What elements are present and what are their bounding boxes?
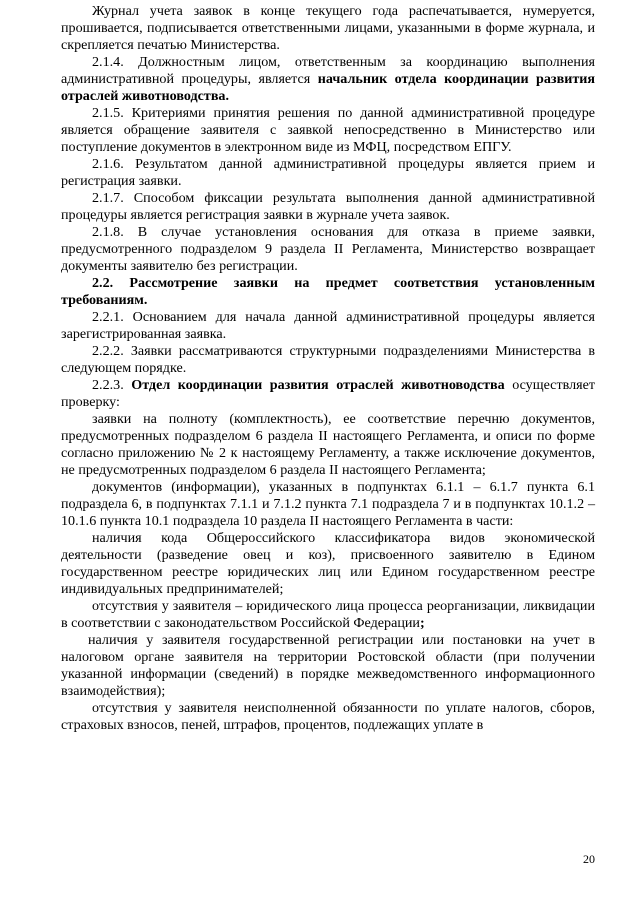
- text-2-2-3-rest: осуществляет проверку:: [61, 377, 595, 410]
- paragraph-check-registration: наличия у заявителя государственной регистрации или постановки на учет в налоговом органе заявителя на территории Ростовской области (при получении указанной информации (сведений) в порядке межведомственного информационного взаимодействия);: [61, 632, 595, 699]
- text-reorganization: отсутствия у заявителя – юридического лица процесса реорганизации, ликвидации в соответствии с законодательством Российской Федерации: [61, 598, 595, 631]
- section-heading-2-2: [61, 275, 595, 309]
- paragraph-2-1-6: 2.1.6. Результатом данной административной процедуры является прием и регистрация заявки.: [61, 156, 595, 189]
- paragraph-journal: Журнал учета заявок в конце текущего года распечатывается, нумеруется, прошивается, подписывается ответственными лицами, указанными в форме журнала, и скрепляется печатью Министерства.: [61, 3, 595, 53]
- department-bold: Отдел координации развития отраслей животноводства: [131, 377, 505, 393]
- page-number: 20: [583, 852, 595, 866]
- paragraph-2-2-3: [61, 377, 595, 411]
- responsible-person-bold: начальник отдела координации развития отраслей животноводства.: [61, 71, 595, 104]
- text-2-2-3-num: 2.2.3.: [92, 377, 132, 393]
- document-body: [61, 3, 595, 734]
- paragraph-2-2-1: 2.2.1. Основанием для начала данной административной процедуры является зарегистрированная заявка.: [61, 309, 595, 342]
- paragraph-2-1-7: 2.1.7. Способом фиксации результата выполнения данной административной процедуры является регистрация заявки в журнале учета заявок.: [61, 190, 595, 223]
- paragraph-2-1-8: 2.1.8. В случае установления основания для отказа в приеме заявки, предусмотренного подразделом 9 раздела II Регламента, Министерство возвращает документы заявителю без регистрации.: [61, 224, 595, 274]
- paragraph-check-reorganization: [61, 598, 595, 632]
- semicolon-bold: ;: [419, 615, 425, 631]
- paragraph-2-1-4: [61, 54, 595, 105]
- paragraph-check-tax-debt: отсутствия у заявителя неисполненной обязанности по уплате налогов, сборов, страховых взносов, пеней, штрафов, процентов, подлежащих уплате в: [61, 700, 595, 733]
- paragraph-2-1-5: 2.1.5. Критериями принятия решения по данной административной процедуре является обращение заявителя с заявкой непосредственно в Министерство или поступление документов в электронном виде из МФЦ, посредством ЕПГУ.: [61, 105, 595, 155]
- paragraph-2-2-2: 2.2.2. Заявки рассматриваются структурными подразделениями Министерства в следующем порядке.: [61, 343, 595, 376]
- paragraph-check-completeness: заявки на полноту (комплектность), ее соответствие перечню документов, предусмотренных подразделом 6 раздела II настоящего Регламента, и описи по форме согласно приложению № 2 к настоящему Регламенту, а также исключение документов, не предусмотренных подразделом 6 раздела II настоящего Регламента;: [61, 411, 595, 478]
- paragraph-check-okved: наличия кода Общероссийского классификатора видов экономической деятельности (разведение овец и коз), присвоенного заявителю в Едином государственном реестре юридических лиц или Едином государственном реестре индивидуальных предпринимателей;: [61, 530, 595, 597]
- text-2-1-4: 2.1.4. Должностным лицом, ответственным за координацию выполнения административной процедуры, является: [61, 54, 595, 87]
- section-heading-text: 2.2. Рассмотрение заявки на предмет соответствия установленным требованиям.: [61, 275, 595, 308]
- paragraph-check-documents: документов (информации), указанных в подпунктах 6.1.1 – 6.1.7 пункта 6.1 подраздела 6, в подпунктах 7.1.1 и 7.1.2 пункта 7.1 подраздела 7 и в подпунктах 10.1.2 – 10.1.6 пункта 10.1 подраздела 10 раздела II настоящего Регламента в части:: [61, 479, 595, 529]
